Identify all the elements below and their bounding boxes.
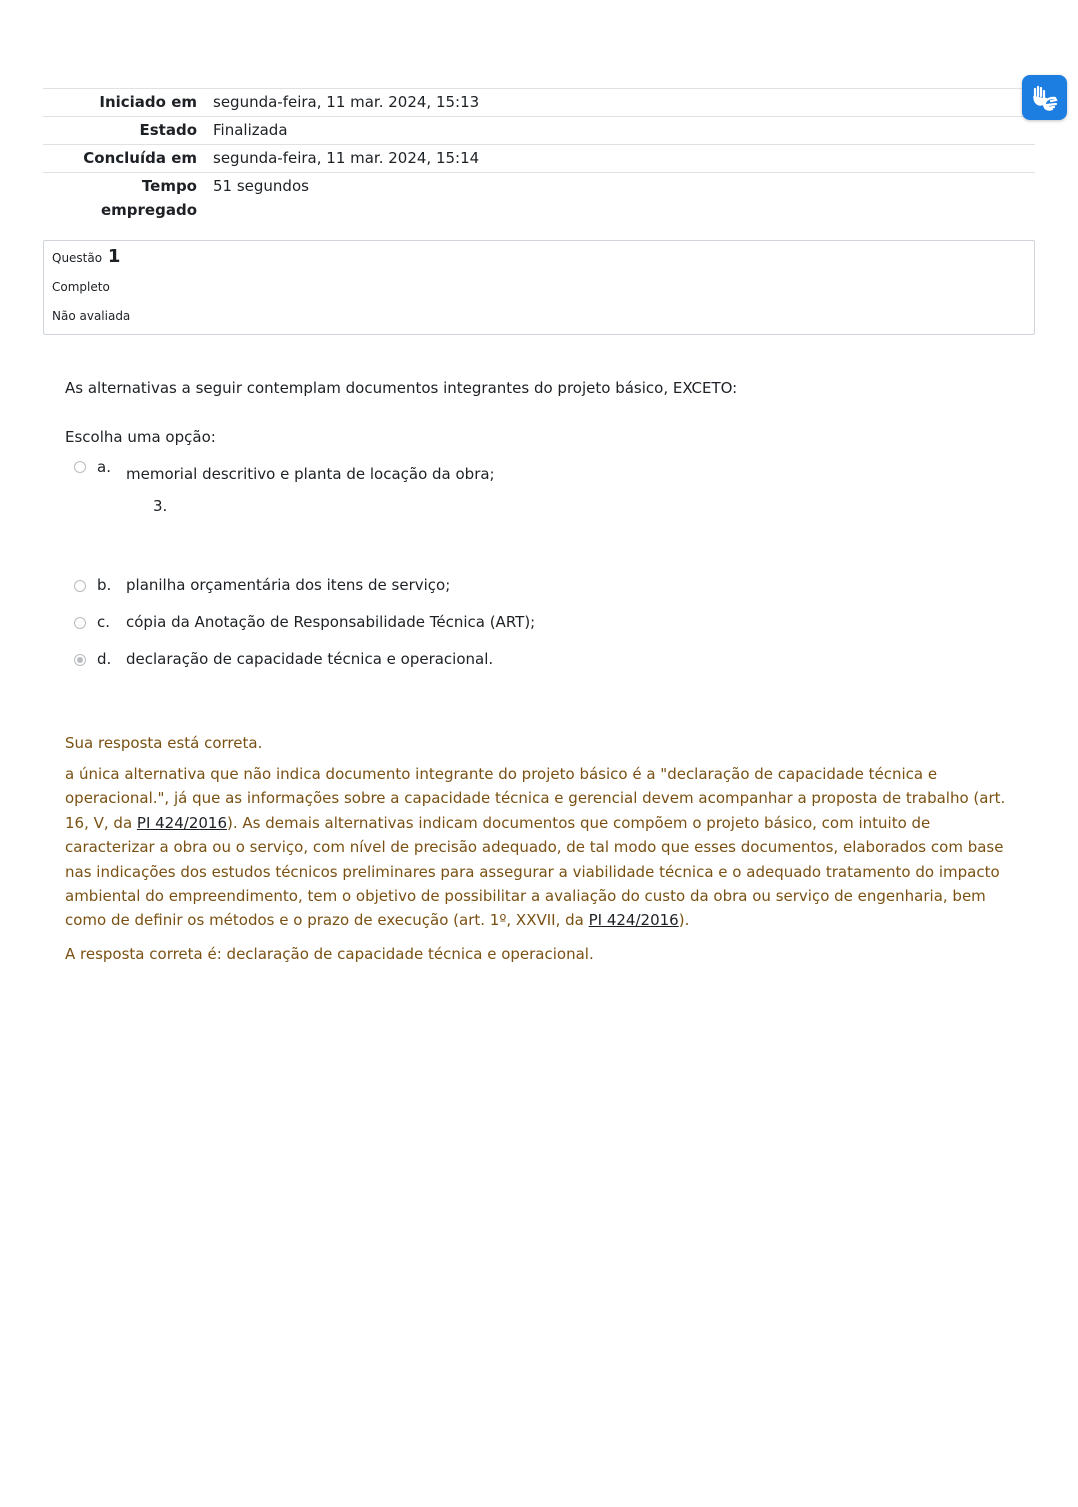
attempt-summary-table	[43, 88, 1035, 241]
option-sub-number: 3.	[153, 497, 168, 515]
sign-language-hands-icon	[1030, 83, 1060, 113]
option-letter: b.	[97, 576, 112, 594]
time-label	[43, 173, 213, 242]
question-label: Questão	[52, 251, 103, 265]
pi-424-2016-link-2[interactable]: PI 424/2016	[588, 911, 679, 930]
right-answer-text: A resposta correta é: declaração de capacidade técnica e operacional.	[65, 945, 594, 963]
started-label: Iniciado em	[43, 89, 213, 117]
state-value: Finalizada	[213, 117, 1035, 145]
feedback-text-1: a única alternativa que não indica documento integrante do projeto básico é a "declaração de capacidade técnica e operacional.", já que as informações sobre a capacidade técnica e gerencial devem acompanhar a proposta de trabalho (art. 16, V, da	[65, 765, 1006, 832]
option-letter: d.	[97, 650, 112, 668]
question-state: Completo	[52, 280, 110, 294]
choose-option-prompt: Escolha uma opção:	[65, 428, 216, 446]
state-label: Estado	[43, 117, 213, 145]
question-number	[52, 246, 121, 267]
feedback-heading: Sua resposta está correta.	[65, 734, 263, 752]
completed-value: segunda-feira, 11 mar. 2024, 15:14	[213, 145, 1035, 173]
time-label-line-2: empregado	[100, 201, 197, 219]
radio-option-a[interactable]	[74, 461, 86, 473]
option-letter: a.	[97, 458, 111, 476]
time-label-line-1: Tempo	[141, 177, 197, 195]
completed-label: Concluída em	[43, 145, 213, 173]
radio-option-b[interactable]	[74, 580, 86, 592]
radio-option-c[interactable]	[74, 617, 86, 629]
option-label: declaração de capacidade técnica e operacional.	[126, 650, 494, 668]
summary-row-completed	[43, 145, 1035, 173]
summary-row-started	[43, 89, 1035, 117]
general-feedback	[65, 762, 1015, 933]
option-label: planilha orçamentária dos itens de serviço;	[126, 576, 451, 594]
summary-row-time	[43, 173, 1035, 242]
started-value: segunda-feira, 11 mar. 2024, 15:13	[213, 89, 1035, 117]
option-label: cópia da Anotação de Responsabilidade Técnica (ART);	[126, 613, 536, 631]
feedback-text-2: ). As demais alternativas indicam documentos que compõem o projeto básico, com intuito de caracterizar a obra ou o serviço, com nível de precisão adequado, de tal modo que esses documentos, elaborados com base nas indicações dos estudos técnicos preliminares para assegurar a viabilidade técnica e o adequado tratamento do impacto ambiental do empreendimento, tem o objetivo de possibilitar a avaliação do custo da obra ou serviço de engenharia, bem como de definir os métodos e o prazo de execução (art. 1º, XXVII, da	[65, 813, 1004, 930]
summary-row-state	[43, 117, 1035, 145]
question-number-value: 1	[107, 246, 121, 267]
radio-option-d[interactable]	[74, 654, 86, 666]
feedback-text-3: ).	[678, 911, 690, 930]
question-grade: Não avaliada	[52, 309, 131, 323]
option-letter: c.	[97, 613, 111, 631]
option-label: memorial descritivo e planta de locação da obra;	[126, 465, 495, 483]
question-text: As alternativas a seguir contemplam documentos integrantes do projeto básico, EXCETO:	[65, 379, 738, 397]
time-value: 51 segundos	[213, 173, 1035, 242]
vlibras-accessibility-button[interactable]	[1022, 75, 1067, 120]
pi-424-2016-link-1[interactable]: PI 424/2016	[136, 813, 228, 832]
question-info-box	[43, 240, 1035, 335]
